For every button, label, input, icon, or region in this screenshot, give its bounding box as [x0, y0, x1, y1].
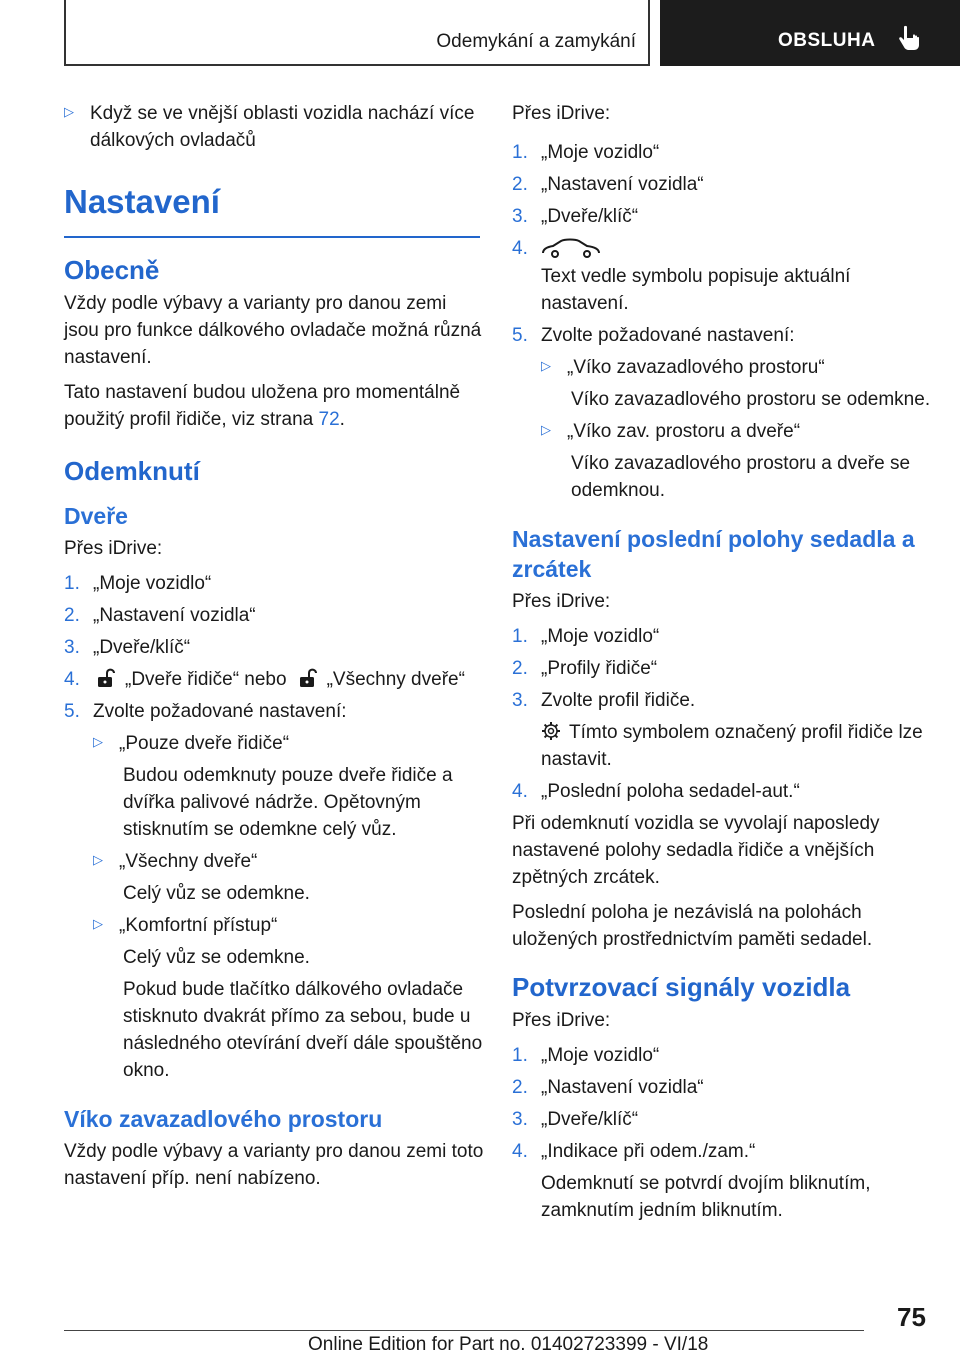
- viko-paragraph: Vždy podle výbavy a varianty pro danou zemi toto nastavení příp. není nabízeno.: [64, 1141, 484, 1189]
- triangle-bullet-icon: ▷: [93, 852, 103, 867]
- list-item: [512, 235, 932, 317]
- list-item: [512, 1042, 932, 1069]
- step-text: „Moje vozidlo“: [93, 573, 212, 594]
- chapter-tab-label: OBSLUHA: [778, 30, 876, 51]
- chapter-tab[interactable]: [660, 0, 960, 66]
- triangle-bullet-icon: ▷: [541, 422, 551, 437]
- step-text: Zvolte požadované nastavení:: [541, 325, 795, 346]
- header-right-rule: [648, 0, 650, 66]
- heading-posledni: Nastavení poslední polohy sedadla a zrcátek: [512, 526, 915, 582]
- bullet-text: Když se ve vnější oblasti vozidla nachází více dálkových ovladačů: [90, 103, 475, 151]
- potvrz-intro: Přes iDrive:: [512, 1010, 611, 1031]
- option-description: Celý vůz se odemkne.: [123, 883, 310, 904]
- page-link[interactable]: 72: [318, 409, 340, 430]
- step-number: 1.: [512, 1045, 528, 1066]
- step-text-part: „Všechny dveře“: [326, 669, 465, 690]
- list-item: [512, 139, 932, 166]
- step-text: „Moje vozidlo“: [541, 1045, 660, 1066]
- step-text: „Nastavení vozidla“: [93, 605, 256, 626]
- option-title: „Víko zavazadlového prostoru“: [567, 357, 825, 378]
- paragraph-text: .: [339, 409, 345, 430]
- step-text: [541, 235, 932, 317]
- list-item: [512, 322, 932, 349]
- paragraph-text: Tato nastavení budou uložena pro momentálně použitý profil řidiče, viz strana: [64, 382, 461, 430]
- option-description: Budou odemknuty pouze dveře řidiče a dvířka palivové nádrže. Opětovným stisknutím se odemkne celý vůz.: [123, 765, 453, 840]
- list-item: [512, 778, 932, 805]
- list-item: [512, 655, 932, 682]
- step-number: 3.: [512, 206, 528, 227]
- section-title: Odemykání a zamykání: [436, 31, 636, 52]
- step-number: 5.: [64, 701, 80, 722]
- step-number: 4.: [512, 781, 528, 802]
- heading-dvere: Dveře: [64, 503, 128, 529]
- page-header: [0, 0, 960, 66]
- step-text: „Nastavení vozidla“: [541, 1077, 704, 1098]
- list-item: [64, 570, 484, 597]
- header-left-rule: [64, 0, 66, 66]
- step-text: „Moje vozidlo“: [541, 626, 660, 647]
- triangle-bullet-icon: ▷: [541, 358, 551, 373]
- option-title: „Všechny dveře“: [119, 851, 258, 872]
- obecne-paragraph-2: [64, 379, 484, 433]
- option-title: „Víko zav. prostoru a dveře“: [567, 421, 801, 442]
- step-text: „Indikace při odem./zam.“: [541, 1141, 756, 1162]
- option-description-extra: Pokud bude tlačítko dálkového ovladače stisknuto dvakrát přímo za sebou, bude u následného otevírání dveří dále spouštěno okno.: [123, 979, 483, 1081]
- option-title: „Komfortní přístup“: [119, 915, 278, 936]
- list-item: [512, 1074, 932, 1101]
- step-number: 4.: [64, 669, 80, 690]
- gear-icon: [541, 721, 561, 741]
- step-text: Zvolte požadované nastavení:: [93, 701, 347, 722]
- heading-viko: Víko zavazadlového prostoru: [64, 1106, 383, 1132]
- step-number: 2.: [512, 658, 528, 679]
- heading-odemknuti: Odemknutí: [64, 456, 200, 486]
- list-item: [512, 203, 932, 230]
- posledni-intro: Přes iDrive:: [512, 591, 611, 612]
- list-item: [64, 602, 484, 629]
- triangle-bullet-icon: ▷: [93, 734, 103, 749]
- profile-note: [541, 719, 932, 773]
- heading-nastaveni: Nastavení: [64, 183, 220, 220]
- left-column: [64, 100, 484, 1200]
- option-item: [93, 730, 484, 757]
- list-item: [512, 171, 932, 198]
- triangle-bullet-icon: ▷: [93, 916, 103, 931]
- step-text: „Poslední poloha sedadel-aut.“: [541, 781, 800, 802]
- step-number: 4.: [512, 238, 528, 259]
- step-text: [93, 666, 484, 693]
- step-text: „Nastavení vozidla“: [541, 174, 704, 195]
- step-number: 1.: [512, 142, 528, 163]
- heading-rule: [64, 236, 480, 238]
- step-text: „Dveře/klíč“: [541, 1109, 639, 1130]
- step-number: 1.: [512, 626, 528, 647]
- posledni-paragraph-2: Poslední poloha je nezávislá na polohách uložených prostřednictvím paměti sedadel.: [512, 902, 873, 950]
- step-text-part: Text vedle symbolu popisuje aktuální nastavení.: [541, 266, 851, 314]
- step-text-part: „Dveře řidiče“ nebo: [125, 669, 287, 690]
- option-description: Víko zavazadlového prostoru a dveře se odemknou.: [571, 453, 911, 501]
- step-number: 3.: [64, 637, 80, 658]
- unlock-icon: [95, 667, 117, 689]
- hand-pointer-icon: [894, 24, 924, 54]
- list-item: [64, 698, 484, 725]
- step-number: 3.: [512, 1109, 528, 1130]
- page-number: 75: [897, 1302, 926, 1332]
- option-description: Celý vůz se odemkne.: [123, 947, 310, 968]
- option-description: Víko zavazadlového prostoru se odemkne.: [571, 389, 931, 410]
- unlock-icon: [297, 667, 319, 689]
- option-title: „Pouze dveře řidiče“: [119, 733, 290, 754]
- step-text: „Moje vozidlo“: [541, 142, 660, 163]
- step-number: 4.: [512, 1141, 528, 1162]
- step-text: Zvolte profil řidiče.: [541, 690, 696, 711]
- option-item: [541, 418, 932, 445]
- posledni-paragraph-1: Při odemknutí vozidla se vyvolají naposledy nastavené polohy sedadla řidiče a vnějších zpětných zrcátek.: [512, 813, 880, 888]
- potvrz-note: Odemknutí se potvrdí dvojím bliknutím, zamknutím jedním bliknutím.: [541, 1173, 871, 1221]
- step-number: 5.: [512, 325, 528, 346]
- triangle-bullet-icon: ▷: [64, 104, 74, 119]
- list-item: [64, 634, 484, 661]
- list-item: [512, 1106, 932, 1133]
- step-text: „Profily řidiče“: [541, 658, 658, 679]
- heading-potvrzovaci: Potvrzovací signály vozidla: [512, 972, 851, 1002]
- step-number: 2.: [512, 174, 528, 195]
- obecne-paragraph-1: Vždy podle výbavy a varianty pro danou zemi jsou pro funkce dálkového ovladače možná různá nastavení.: [64, 293, 482, 368]
- list-item: [64, 666, 484, 693]
- right-intro: Přes iDrive:: [512, 103, 611, 124]
- note-text: Tímto symbolem označený profil řidiče lze nastavit.: [541, 722, 923, 770]
- car-icon: [541, 235, 601, 259]
- list-item: [512, 623, 932, 650]
- step-text: „Dveře/klíč“: [93, 637, 191, 658]
- step-number: 2.: [64, 605, 80, 626]
- step-number: 1.: [64, 573, 80, 594]
- footer-edition: Online Edition for Part no. 01402723399 - VI/18: [308, 1334, 709, 1355]
- step-text: „Dveře/klíč“: [541, 206, 639, 227]
- step-number: 3.: [512, 690, 528, 711]
- header-bottom-rule: [64, 64, 650, 66]
- list-item: [512, 687, 932, 714]
- footer-rule: [64, 1330, 864, 1331]
- option-item: [541, 354, 932, 381]
- intro-bullet: [64, 100, 484, 154]
- right-column: [512, 100, 932, 1224]
- step-number: 2.: [512, 1077, 528, 1098]
- option-item: [93, 912, 484, 939]
- option-item: [93, 848, 484, 875]
- heading-obecne: Obecně: [64, 255, 160, 285]
- dvere-intro: Přes iDrive:: [64, 538, 163, 559]
- list-item: [512, 1138, 932, 1165]
